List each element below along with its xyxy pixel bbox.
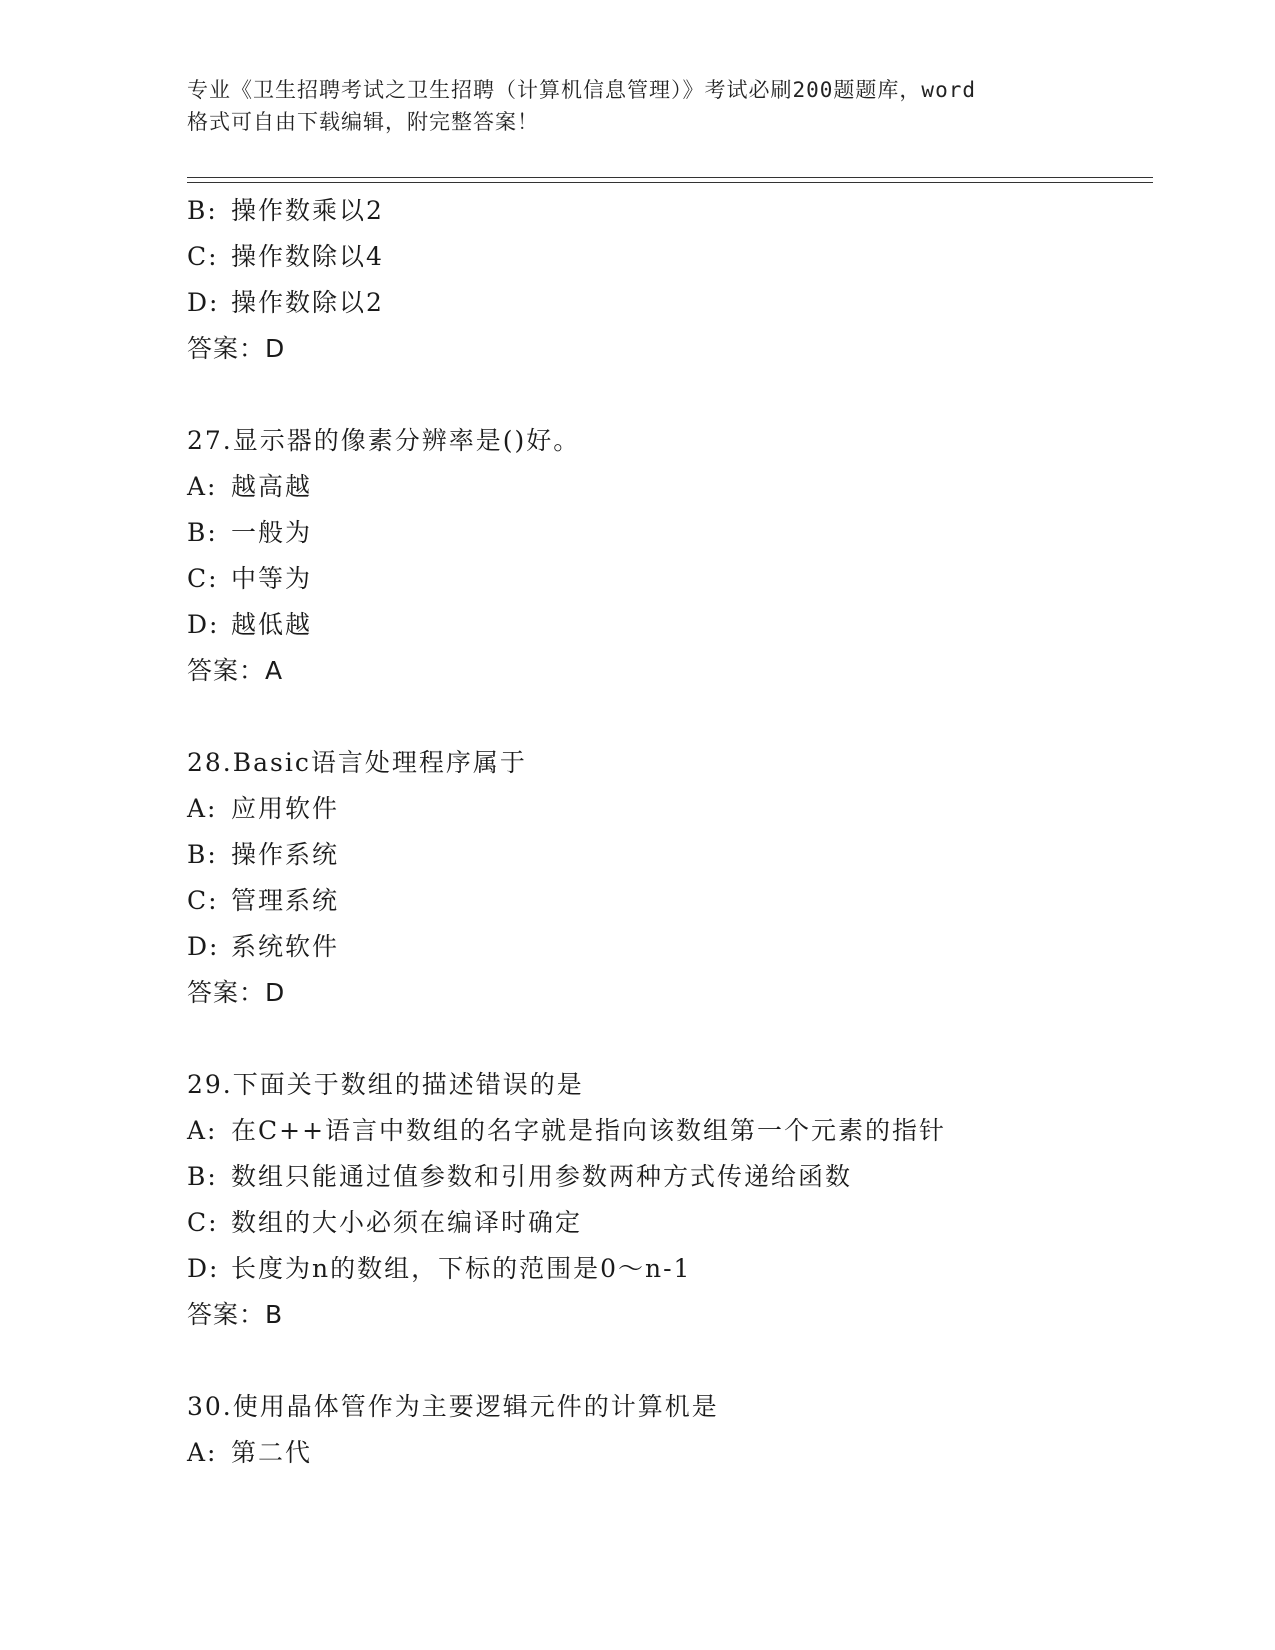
header-line-2: 格式可自由下载编辑，附完整答案！ [187,110,539,134]
option-letter: B: [187,518,218,547]
option-b [187,1154,1153,1200]
option-text: 操作数除以2 [231,288,384,317]
question-stem: 27.显示器的像素分辨率是()好。 [187,426,581,455]
document-header [187,74,1087,138]
answer-line: 答案：D [187,978,286,1007]
option-letter: D: [187,1254,220,1283]
option-text: 在C++语言中数组的名字就是指向该数组第一个元素的指针 [231,1116,947,1145]
option-d [187,280,1153,326]
option-letter: D: [187,288,220,317]
option-letter: C: [187,1208,219,1237]
option-text: 一般为 [231,518,313,547]
option-c [187,878,1153,924]
option-letter: C: [187,242,219,271]
spacer [187,1338,1153,1384]
option-text: 系统软件 [231,932,340,961]
option-b [187,510,1153,556]
option-a [187,786,1153,832]
option-letter: D: [187,610,220,639]
option-letter: C: [187,886,219,915]
question-stem: 29.下面关于数组的描述错误的是 [187,1070,584,1099]
question-fragment [187,188,1153,372]
question-27 [187,418,1153,694]
question-stem: 28.Basic语言处理程序属于 [187,748,527,777]
option-text: 越高越 [231,472,313,501]
option-d [187,924,1153,970]
option-letter: C: [187,564,219,593]
spacer [187,372,1153,418]
option-letter: A: [187,794,218,823]
spacer [187,1016,1153,1062]
option-text: 操作数除以4 [231,242,384,271]
option-text: 操作数乘以2 [231,196,384,225]
header-divider-top [187,177,1153,178]
option-d [187,1246,1153,1292]
option-text: 应用软件 [231,794,340,823]
option-text: 数组只能通过值参数和引用参数两种方式传递给函数 [231,1162,853,1191]
option-a [187,464,1153,510]
answer-line: 答案：D [187,334,286,363]
question-list [187,188,1153,1476]
option-b [187,188,1153,234]
option-a [187,1430,1153,1476]
question-29 [187,1062,1153,1338]
option-text: 管理系统 [231,886,340,915]
header-line-1: 专业《卫生招聘考试之卫生招聘（计算机信息管理）》考试必刷200题题库，word [187,78,976,102]
header-divider-bottom [187,182,1153,183]
option-d [187,602,1153,648]
option-letter: A: [187,472,218,501]
question-30 [187,1384,1153,1476]
option-text: 操作系统 [231,840,340,869]
option-letter: B: [187,1162,218,1191]
option-text: 数组的大小必须在编译时确定 [231,1208,583,1237]
option-c [187,234,1153,280]
option-letter: D: [187,932,220,961]
spacer [187,694,1153,740]
option-b [187,832,1153,878]
option-text: 第二代 [231,1438,313,1467]
answer-line: 答案：B [187,1300,284,1329]
option-c [187,1200,1153,1246]
option-text: 中等为 [231,564,313,593]
question-28 [187,740,1153,1016]
answer-line: 答案：A [187,656,284,685]
option-letter: A: [187,1438,218,1467]
question-stem: 30.使用晶体管作为主要逻辑元件的计算机是 [187,1392,719,1421]
option-text: 越低越 [231,610,313,639]
option-letter: A: [187,1116,218,1145]
option-c [187,556,1153,602]
option-a [187,1108,1153,1154]
option-letter: B: [187,196,218,225]
option-letter: B: [187,840,218,869]
option-text: 长度为n的数组，下标的范围是0～n-1 [231,1254,692,1283]
